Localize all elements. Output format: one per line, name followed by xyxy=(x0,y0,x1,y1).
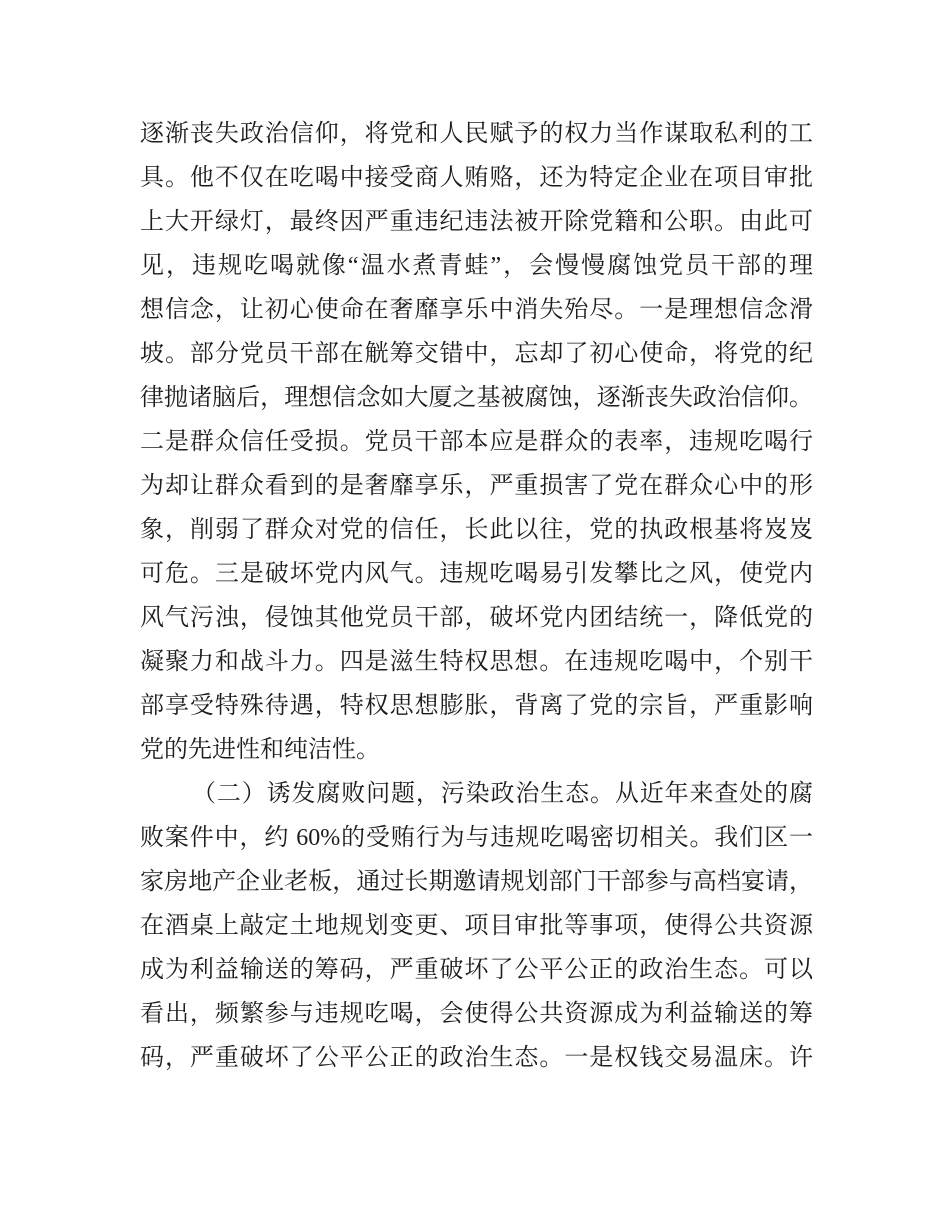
text-line: 败案件中，约 60%的受贿行为与违规吃喝密切相关。我们区一 xyxy=(140,825,813,851)
text-line: 见，违规吃喝就像“温水煮青蛙”，会慢慢腐蚀党员干部的理 xyxy=(140,253,813,279)
text-line: 成为利益输送的筹码，严重破坏了公平公正的政治生态。可以 xyxy=(140,957,813,983)
paragraph xyxy=(140,112,813,772)
text-line: 凝聚力和战斗力。四是滋生特权思想。在违规吃喝中，个别干 xyxy=(140,649,813,675)
document-text-block xyxy=(140,112,813,1080)
text-line: 部享受特殊待遇，特权思想膨胀，背离了党的宗旨，严重影响 xyxy=(140,693,813,719)
text-line: 象，削弱了群众对党的信任，长此以往，党的执政根基将岌岌 xyxy=(140,517,813,543)
text-line: 码，严重破坏了公平公正的政治生态。一是权钱交易温床。许 xyxy=(140,1045,813,1071)
text-line: 看出，频繁参与违规吃喝，会使得公共资源成为利益输送的筹 xyxy=(140,1001,813,1027)
text-line: 党的先进性和纯洁性。 xyxy=(140,737,380,763)
text-line: 风气污浊，侵蚀其他党员干部，破坏党内团结统一，降低党的 xyxy=(140,605,813,631)
text-line: 家房地产企业老板，通过长期邀请规划部门干部参与高档宴请， xyxy=(140,869,813,895)
text-line: 具。他不仅在吃喝中接受商人贿赂，还为特定企业在项目审批 xyxy=(140,165,813,191)
text-line: 律抛诸脑后，理想信念如大厦之基被腐蚀，逐渐丧失政治信仰。 xyxy=(140,385,813,411)
text-line: 逐渐丧失政治信仰，将党和人民赋予的权力当作谋取私利的工 xyxy=(140,121,813,147)
paragraph xyxy=(140,772,813,1080)
text-line: 上大开绿灯，最终因严重违纪违法被开除党籍和公职。由此可 xyxy=(140,209,813,235)
text-line: 二是群众信任受损。党员干部本应是群众的表率，违规吃喝行 xyxy=(140,429,813,455)
text-line: 在酒桌上敲定土地规划变更、项目审批等事项，使得公共资源 xyxy=(140,913,813,939)
text-line: 想信念，让初心使命在奢靡享乐中消失殆尽。一是理想信念滑 xyxy=(140,297,813,323)
text-line: 坡。部分党员干部在觥筹交错中，忘却了初心使命，将党的纪 xyxy=(140,341,813,367)
text-line: （二）诱发腐败问题，污染政治生态。从近年来查处的腐 xyxy=(192,781,813,807)
text-line: 可危。三是破坏党内风气。违规吃喝易引发攀比之风，使党内 xyxy=(140,561,813,587)
text-line: 为却让群众看到的是奢靡享乐，严重损害了党在群众心中的形 xyxy=(140,473,813,499)
